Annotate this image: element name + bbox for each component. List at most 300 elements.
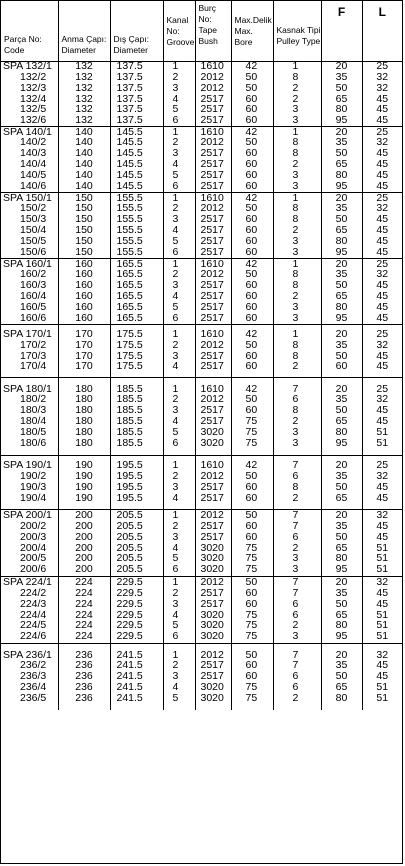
table-group-10 [1,643,402,710]
l-value-value: 32 [376,81,389,94]
pulley-type-value: 1 [292,257,299,270]
dis-diameter-value: 137.5 [116,92,143,105]
max-bore-value: 60 [245,147,258,160]
pulley-type-value: 8 [292,136,299,149]
max-bore-value: 60 [245,158,258,170]
bush-no-value: 1610 [200,125,224,138]
max-bore-value: 50 [245,576,258,589]
dis-diameter-value: 229.5 [116,630,143,643]
max-bore-value: 60 [245,360,258,373]
anma-diameter-value: 190 [75,481,93,493]
code-value: 160/2 [20,268,47,281]
max-bore-stack [232,378,273,455]
header-bore [231,1,273,61]
l-value-value: 32 [376,70,389,83]
dis-diameter-stack [111,378,163,455]
pulley-type-value: 8 [292,404,299,417]
l-value-value: 45 [376,360,389,373]
pulley-type-value: 2 [292,691,299,704]
max-bore-cell [231,643,273,710]
bush-no-cell [195,192,231,258]
max-bore-value: 75 [245,563,258,576]
pulley-type-value: 7 [292,459,299,472]
max-bore-value: 50 [245,81,258,94]
code-cell [1,61,58,126]
groove-no-value: 1 [172,191,179,204]
l-value-cell [362,324,402,377]
f-value-value: 50 [335,481,348,493]
groove-no-value: 5 [172,300,179,313]
anma-diameter-value: 132 [75,114,93,127]
max-bore-cell [231,576,273,643]
dis-diameter-value: 229.5 [116,586,143,599]
pulley-type-value: 3 [292,234,299,247]
max-bore-value: 42 [245,191,258,204]
l-value-stack [363,193,403,258]
dis-diameter-value: 165.5 [116,279,143,292]
code-value: 180/2 [20,393,47,406]
table-group-8 [1,509,402,576]
pulley-type-value: 1 [292,327,299,340]
dis-diameter-stack [111,62,163,126]
bush-no-value: 2012 [200,509,224,522]
dis-diameter-value: 137.5 [116,60,143,73]
l-value-value: 45 [376,92,389,105]
max-bore-cell [231,61,273,126]
f-value-value: 95 [335,245,348,258]
max-bore-stack [232,456,273,509]
anma-diameter-cell [58,643,110,710]
f-value-value: 20 [335,327,348,340]
f-value-value: 50 [335,530,348,543]
pulley-type-stack [274,510,321,576]
dis-diameter-value: 185.5 [116,425,143,438]
l-value-value: 51 [376,619,389,632]
dis-diameter-value: 137.5 [116,114,143,127]
dis-diameter-stack [111,325,163,377]
f-value-value: 35 [335,70,348,83]
groove-no-value: 2 [172,136,179,149]
dis-diameter-value: 175.5 [116,338,143,351]
table-group-9 [1,576,402,643]
groove-no-value: 1 [172,509,179,522]
groove-no-value: 3 [172,147,179,160]
dis-diameter-value: 155.5 [116,245,143,258]
max-bore-stack [232,62,273,126]
table-body [1,61,402,710]
groove-no-value: 4 [172,92,179,105]
groove-no-value: 5 [172,552,179,565]
anma-diameter-value: 170 [75,327,93,340]
bush-no-value: 2517 [200,168,224,181]
groove-no-stack [164,456,195,509]
max-bore-value: 60 [245,311,258,324]
bush-no-value: 2517 [200,234,224,247]
anma-diameter-value: 224 [75,619,93,632]
l-value-value: 45 [376,234,389,247]
l-value-value: 32 [376,648,389,661]
groove-no-stack [164,325,195,377]
dis-diameter-value: 145.5 [116,147,143,160]
anma-diameter-value: 160 [75,279,93,292]
header-tip [273,1,321,61]
anma-diameter-value: 224 [75,576,93,589]
code-stack [1,62,58,126]
code-value: 132/4 [20,92,47,105]
code-value: 224/4 [20,608,47,621]
groove-no-value: 2 [172,470,179,483]
l-value-cell [362,455,402,509]
pulley-type-value: 7 [292,519,299,532]
f-value-value: 80 [335,552,348,565]
l-value-value: 32 [376,338,389,351]
bush-no-value: 2517 [200,597,224,610]
f-value-cell [321,192,362,258]
header-anma-line-1: Anma Çapı: [61,33,107,44]
l-value-value: 45 [376,415,389,427]
max-bore-value: 60 [245,168,258,181]
code-value: 200/4 [20,541,47,554]
max-bore-value: 60 [245,179,258,192]
f-value-value: 65 [335,608,348,621]
bush-no-value: 1610 [200,191,224,204]
bush-no-value: 2517 [200,659,224,672]
groove-no-stack [164,510,195,576]
pulley-type-stack [274,127,321,192]
header-row [1,1,402,61]
bush-no-stack [196,577,231,643]
max-bore-value: 50 [245,470,258,483]
l-value-value: 25 [376,60,389,73]
anma-diameter-cell [58,509,110,576]
max-bore-value: 60 [245,586,258,599]
l-value-value: 45 [376,290,389,302]
pulley-type-value: 8 [292,213,299,226]
max-bore-stack [232,577,273,643]
header-f: F [321,1,362,61]
dis-diameter-cell [110,192,163,258]
anma-diameter-stack [59,325,110,377]
dis-diameter-cell [110,643,163,710]
groove-no-value: 1 [172,382,179,395]
groove-no-value: 2 [172,586,179,599]
l-value-value: 45 [376,311,389,324]
pulley-type-value: 3 [292,563,299,576]
f-value-value: 80 [335,103,348,116]
bush-no-cell [195,126,231,192]
header-burc-line-3: Tape [198,25,217,35]
l-value-value: 45 [376,491,389,504]
l-value-value: 32 [376,509,389,522]
pulley-type-value: 2 [292,360,299,373]
f-value-value: 95 [335,311,348,324]
dis-diameter-value: 185.5 [116,404,143,417]
header-burc-line-1: Burç [198,3,216,13]
f-value-cell [321,377,362,455]
groove-no-value: 5 [172,234,179,247]
anma-diameter-cell [58,192,110,258]
bush-no-value: 3020 [200,619,224,632]
max-bore-stack [232,644,273,710]
anma-diameter-stack [59,62,110,126]
groove-no-cell [163,126,195,192]
header-bore-line-3: Bore [234,37,253,47]
bush-no-value: 3020 [200,552,224,565]
dis-diameter-value: 241.5 [116,691,143,704]
code-value: SPA 150/1 [3,191,52,204]
bush-no-value: 1610 [200,257,224,270]
max-bore-value: 75 [245,436,258,449]
code-cell [1,643,58,710]
pulley-type-value: 8 [292,349,299,362]
anma-diameter-stack [59,644,110,710]
l-value-value: 45 [376,224,389,236]
max-bore-value: 50 [245,70,258,83]
bush-no-value: 3020 [200,563,224,576]
anma-diameter-value: 140 [75,179,93,192]
f-value-value: 65 [335,158,348,170]
anma-diameter-value: 140 [75,147,93,160]
max-bore-cell [231,455,273,509]
f-value-cell [321,643,362,710]
dis-diameter-cell [110,324,163,377]
groove-no-value: 4 [172,415,179,427]
anma-diameter-stack [59,510,110,576]
code-value: 236/2 [20,659,47,672]
bush-no-stack [196,127,231,192]
max-bore-value: 50 [245,393,258,406]
dis-diameter-value: 165.5 [116,311,143,324]
max-bore-value: 75 [245,425,258,438]
header-code-line-1: Parça No: [4,33,42,44]
anma-diameter-value: 236 [75,691,93,704]
pulley-type-value: 3 [292,436,299,449]
dis-diameter-value: 145.5 [116,168,143,181]
code-cell [1,377,58,455]
pulley-type-cell [273,455,321,509]
f-value-stack [322,378,362,455]
code-value: SPA 224/1 [3,576,52,589]
pulley-type-stack [274,193,321,258]
l-value-value: 51 [376,541,389,554]
code-value: 180/5 [20,425,47,438]
groove-no-value: 1 [172,576,179,589]
anma-diameter-value: 190 [75,470,93,483]
code-value: 200/6 [20,563,47,576]
anma-diameter-cell [58,258,110,324]
anma-diameter-value: 150 [75,213,93,226]
dis-diameter-value: 195.5 [116,470,143,483]
groove-no-value: 4 [172,158,179,170]
l-value-value: 45 [376,530,389,543]
code-value: 236/5 [20,691,47,704]
dis-diameter-cell [110,455,163,509]
code-value: 140/3 [20,147,47,160]
f-value-value: 35 [335,586,348,599]
f-value-value: 35 [335,202,348,215]
groove-no-value: 3 [172,279,179,292]
pulley-type-cell [273,643,321,710]
f-value-value: 95 [335,114,348,127]
header-dis-line-1: Dış Çapı: [113,33,149,44]
anma-diameter-value: 132 [75,81,93,94]
l-value-value: 45 [376,103,389,116]
dis-diameter-stack [111,510,163,576]
l-value-stack [363,325,403,377]
max-bore-value: 42 [245,257,258,270]
dis-diameter-value: 165.5 [116,290,143,302]
l-value-value: 25 [376,382,389,395]
bush-no-value: 2012 [200,136,224,149]
pulley-type-value: 3 [292,103,299,116]
f-value-value: 35 [335,519,348,532]
pulley-type-value: 3 [292,168,299,181]
code-value: 190/4 [20,491,47,504]
f-value-value: 95 [335,563,348,576]
l-value-value: 45 [376,158,389,170]
anma-diameter-value: 150 [75,202,93,215]
anma-diameter-value: 200 [75,541,93,554]
dis-diameter-value: 175.5 [116,349,143,362]
max-bore-value: 75 [245,691,258,704]
code-cell [1,509,58,576]
f-value-value: 35 [335,659,348,672]
pulley-type-value: 2 [292,619,299,632]
max-bore-value: 75 [245,541,258,554]
anma-diameter-value: 236 [75,670,93,683]
f-value-value: 80 [335,300,348,313]
pulley-type-value: 7 [292,586,299,599]
anma-diameter-value: 180 [75,425,93,438]
pulley-type-value: 2 [292,491,299,504]
bush-no-cell [195,576,231,643]
dis-diameter-cell [110,61,163,126]
pulley-type-value: 3 [292,311,299,324]
f-value-value: 50 [335,404,348,417]
dis-diameter-value: 155.5 [116,202,143,215]
pulley-type-value: 2 [292,290,299,302]
header-tip-line-1: Kasnak Tipi [276,25,321,35]
groove-no-cell [163,324,195,377]
bush-no-value: 2517 [200,404,224,417]
anma-diameter-value: 132 [75,70,93,83]
code-value: 170/3 [20,349,47,362]
code-value: 132/6 [20,114,47,127]
groove-no-value: 5 [172,425,179,438]
l-value-value: 32 [376,136,389,149]
dis-diameter-value: 195.5 [116,491,143,504]
code-value: 200/2 [20,519,47,532]
dis-diameter-value: 229.5 [116,619,143,632]
f-value-value: 20 [335,382,348,395]
bush-no-value: 2517 [200,213,224,226]
f-value-cell [321,509,362,576]
l-value-cell [362,61,402,126]
dis-diameter-value: 229.5 [116,576,143,589]
code-value: SPA 200/1 [3,509,52,522]
code-value: 180/6 [20,436,47,449]
anma-diameter-value: 224 [75,597,93,610]
l-value-stack [363,510,403,576]
code-value: SPA 160/1 [3,257,52,270]
f-value-value: 65 [335,92,348,105]
dis-diameter-value: 241.5 [116,680,143,693]
bush-no-value: 2012 [200,470,224,483]
l-value-value: 45 [376,670,389,683]
max-bore-value: 60 [245,114,258,127]
dis-diameter-value: 175.5 [116,360,143,373]
groove-no-value: 3 [172,81,179,94]
code-stack [1,510,58,576]
bush-no-stack [196,378,231,455]
anma-diameter-value: 224 [75,608,93,621]
f-value-cell [321,126,362,192]
pulley-type-value: 8 [292,481,299,493]
dis-diameter-value: 195.5 [116,481,143,493]
pulley-type-value: 2 [292,415,299,427]
max-bore-value: 60 [245,224,258,236]
bush-no-value: 2517 [200,491,224,504]
anma-diameter-value: 200 [75,509,93,522]
l-value-value: 45 [376,168,389,181]
code-value: 132/3 [20,81,47,94]
pulley-type-value: 8 [292,202,299,215]
f-value-value: 95 [335,630,348,643]
groove-no-value: 2 [172,393,179,406]
anma-diameter-value: 170 [75,360,93,373]
dis-diameter-value: 185.5 [116,436,143,449]
pulley-type-value: 6 [292,597,299,610]
header-kanal-line-1: Kanal [166,15,189,25]
anma-diameter-stack [59,127,110,192]
l-value-value: 32 [376,393,389,406]
anma-diameter-value: 200 [75,552,93,565]
f-value-value: 65 [335,491,348,504]
code-stack [1,325,58,377]
dis-diameter-value: 205.5 [116,519,143,532]
anma-diameter-value: 132 [75,92,93,105]
groove-no-cell [163,455,195,509]
groove-no-value: 3 [172,404,179,417]
dis-diameter-cell [110,258,163,324]
dis-diameter-value: 145.5 [116,158,143,170]
groove-no-value: 6 [172,630,179,643]
l-value-cell [362,192,402,258]
pulley-type-stack [274,62,321,126]
groove-no-cell [163,576,195,643]
f-value-stack [322,577,362,643]
l-value-value: 45 [376,597,389,610]
l-value-stack [363,378,403,455]
max-bore-value: 60 [245,300,258,313]
code-stack [1,193,58,258]
l-value-value: 51 [376,680,389,693]
l-value-value: 51 [376,425,389,438]
anma-diameter-value: 140 [75,168,93,181]
groove-no-value: 6 [172,179,179,192]
code-stack [1,378,58,455]
anma-diameter-value: 150 [75,245,93,258]
l-value-value: 32 [376,202,389,215]
bush-no-value: 2517 [200,279,224,292]
groove-no-value: 3 [172,530,179,543]
code-value: 180/3 [20,404,47,417]
anma-diameter-cell [58,61,110,126]
l-value-cell [362,258,402,324]
f-value-value: 80 [335,234,348,247]
bush-no-value: 1610 [200,327,224,340]
f-value-value: 50 [335,597,348,610]
